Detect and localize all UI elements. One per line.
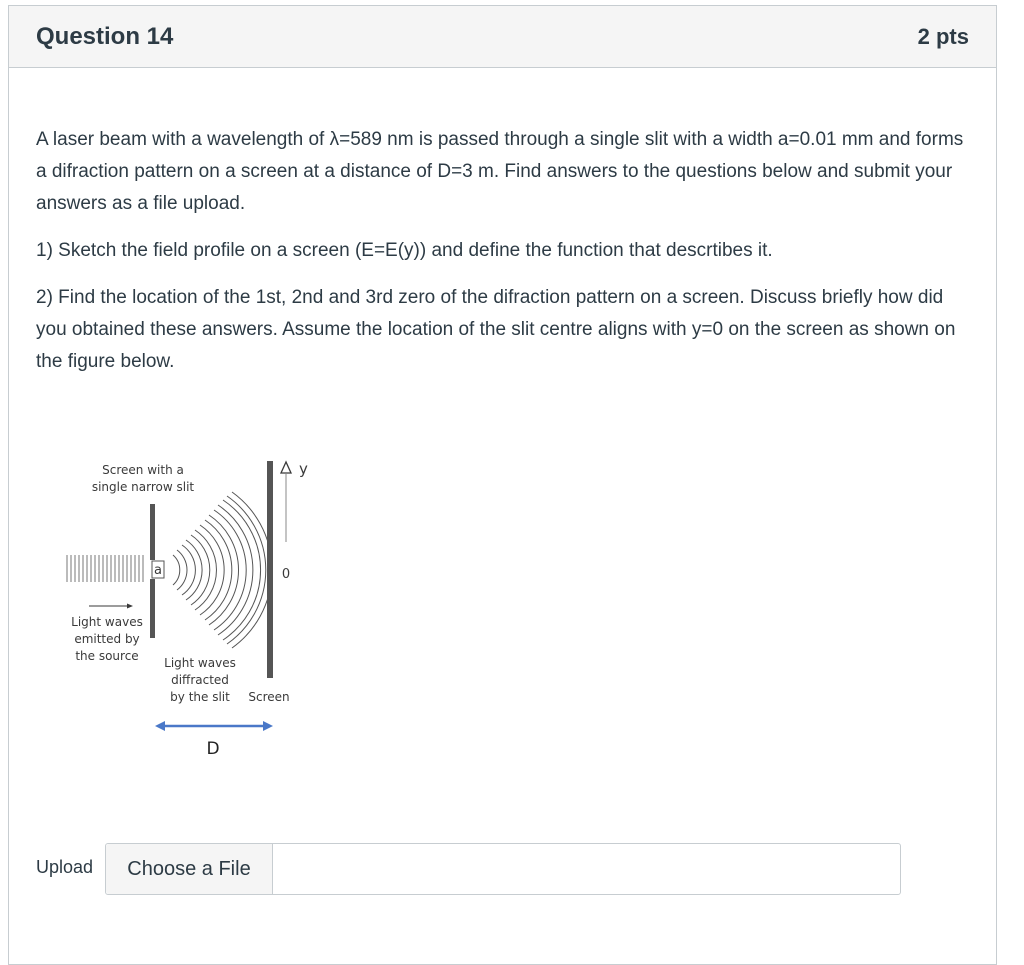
- distance-label: D: [206, 739, 220, 759]
- incoming-waves: [67, 555, 143, 582]
- label-diffracted-1: Light waves: [164, 656, 236, 670]
- question-text: [36, 124, 971, 393]
- label-screen-with-slit-2: single narrow slit: [91, 480, 195, 494]
- distance-arrow: [155, 721, 273, 731]
- label-source-2: emitted by: [74, 632, 140, 646]
- question-paragraph-part2: 2) Find the location of the 1st, 2nd and 3rd zero of the difraction pattern on a screen. Discuss briefly how did you obtained these answers. Assume the location of the slit centre aligns with y=0 on the screen as shown on the figure below.: [36, 287, 956, 372]
- question-header: [9, 6, 996, 68]
- diffraction-diagram: [43, 452, 308, 772]
- selected-file-name: [273, 844, 900, 894]
- label-diffracted-3: by the slit: [170, 690, 230, 704]
- diffraction-figure: [43, 452, 308, 772]
- y-axis-label: y: [299, 460, 308, 478]
- question-card: [8, 5, 997, 965]
- choose-file-button[interactable]: Choose a File: [106, 844, 273, 894]
- source-arrow: [89, 604, 133, 609]
- file-upload-field[interactable]: [105, 843, 901, 895]
- zero-label: 0: [281, 567, 291, 582]
- label-source-1: Light waves: [71, 615, 143, 629]
- y-axis: [281, 462, 291, 542]
- slit-screen-upper: [150, 504, 155, 560]
- label-screen-with-slit-1: Screen with a: [102, 463, 184, 477]
- question-paragraph-intro: A laser beam with a wavelength of λ=589 nm is passed through a single slit with a width a=0.01 mm and forms a difraction pattern on a screen at a distance of D=3 m. Find answers to the questions below and submit your answers as a file upload.: [36, 129, 964, 214]
- label-diffracted-2: diffracted: [171, 673, 229, 687]
- upload-label: Upload: [36, 857, 94, 877]
- diffracted-waves: [173, 492, 272, 648]
- slit-width-label: a: [154, 563, 162, 578]
- projection-screen: [267, 461, 273, 678]
- question-points: 2 pts: [917, 23, 969, 49]
- label-source-3: the source: [75, 649, 139, 663]
- label-screen: Screen: [248, 690, 290, 704]
- slit-screen-lower: [150, 579, 155, 638]
- upload-row: [36, 843, 916, 903]
- question-paragraph-part1: 1) Sketch the field profile on a screen (E=E(y)) and define the function that descrtibes it.: [36, 240, 773, 261]
- question-title: Question 14: [36, 22, 174, 50]
